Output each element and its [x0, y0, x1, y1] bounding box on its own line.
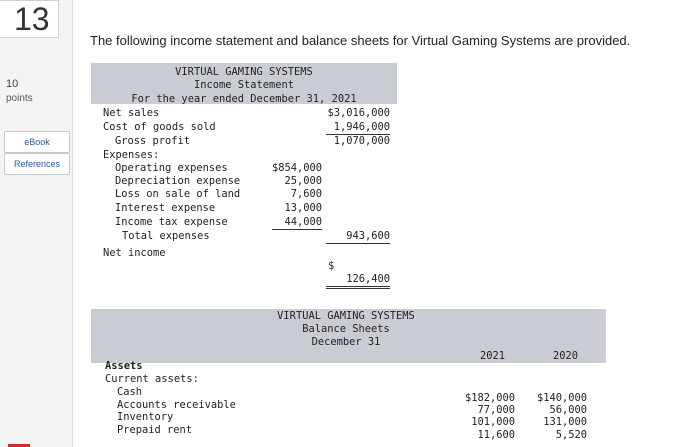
points-value: 10: [6, 78, 19, 90]
question-number: 13: [14, 1, 50, 37]
net-income-value: 126,400: [346, 273, 390, 285]
net-sales-label: Net sales: [103, 107, 160, 119]
current-assets-label: Current assets:: [105, 373, 199, 385]
balance-row-label: Prepaid rent: [117, 424, 193, 436]
cogs-value: 1,946,000: [326, 121, 390, 135]
question-number-box: [0, 0, 59, 38]
expenses-label: Expenses:: [103, 149, 160, 161]
expense-value: 13,000: [284, 202, 322, 214]
references-button[interactable]: References: [4, 153, 70, 175]
expense-label: Depreciation expense: [115, 175, 241, 187]
expense-value: $854,000: [271, 162, 322, 174]
expense-value: 44,000: [272, 216, 322, 230]
balance-row-2021: 11,600: [477, 429, 515, 441]
balance-row-label: Cash: [117, 386, 143, 398]
cogs-label: Cost of goods sold: [103, 121, 216, 133]
gross-profit-label: Gross profit: [115, 135, 191, 147]
balance-row-2021: $182,000: [464, 392, 515, 404]
balance-row-2021: 101,000: [471, 416, 515, 428]
income-statement-period: For the year ended December 31, 2021: [131, 93, 357, 105]
balance-row-2021: 77,000: [477, 404, 515, 416]
net-sales-value: $3,016,000: [327, 107, 390, 119]
income-statement-company: VIRTUAL GAMING SYSTEMS: [175, 66, 313, 78]
left-sidebar: [0, 0, 73, 447]
column-header-2020: 2020: [553, 350, 579, 362]
column-header-2021: 2021: [480, 350, 506, 362]
expense-value: 25,000: [284, 175, 322, 187]
total-expenses-label: Total expenses: [122, 230, 210, 242]
net-income-label: Net income: [103, 247, 166, 259]
balance-row-label: Inventory: [117, 411, 174, 423]
net-income-currency: $: [328, 260, 335, 272]
balance-row-2020: 131,000: [543, 416, 587, 428]
assets-label: Assets: [105, 360, 143, 372]
points-label: points: [6, 93, 33, 104]
expense-label: Interest expense: [115, 202, 216, 214]
expense-label: Operating expenses: [115, 162, 228, 174]
expense-label: Income tax expense: [115, 216, 228, 228]
net-income-row: [326, 247, 390, 289]
total-expenses-value: 943,600: [326, 230, 390, 244]
balance-sheet-date: December 31: [311, 336, 381, 348]
balance-row-2020: 5,520: [555, 429, 587, 441]
income-statement-title: Income Statement: [193, 79, 295, 91]
expense-value: 7,600: [290, 188, 322, 200]
ebook-button[interactable]: eBook: [4, 131, 70, 153]
balance-row-2020: $140,000: [536, 392, 587, 404]
balance-row-label: Accounts receivable: [117, 399, 236, 411]
balance-sheet-title: Balance Sheets: [302, 323, 390, 335]
balance-row-2020: 56,000: [549, 404, 587, 416]
expense-label: Loss on sale of land: [115, 188, 241, 200]
gross-profit-value: 1,070,000: [333, 135, 390, 147]
balance-sheet-company: VIRTUAL GAMING SYSTEMS: [277, 310, 415, 322]
question-text: The following income statement and balance sheets for Virtual Gaming Systems are provided.: [90, 33, 631, 48]
